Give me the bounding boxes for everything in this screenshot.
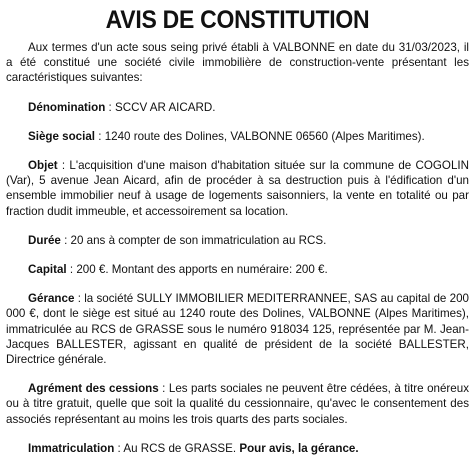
siege-label: Siège social (28, 129, 96, 143)
agrement-value: : Les parts sociales ne peuvent être cédées, à titre onéreux ou à titre gratuit, quelle que soit la qualité du cessionnaire, qu'avec le consentement des associés représentant au moins les trois quarts des parts sociales. (6, 382, 469, 426)
duree-value: : 20 ans à compter de son immatriculation au RCS. (60, 233, 327, 247)
immatriculation-value: : Au RCS de GRASSE. (114, 441, 240, 455)
immatriculation-label: Immatriculation (28, 441, 115, 455)
gerance-value: : la société SULLY IMMOBILIER MEDITERRANNEE, SAS au capital de 200 000 €, dont le siège est situé au 1240 route des Dolines, VALBONNE (Alpes Maritimes), immatriculée au RCS de GRASSE sous le numéro 918034 125, représentée par M. Jean-Jacques BALLESTER, agissant en qualité de président de la société BALLESTER, Directrice générale. (6, 292, 469, 367)
capital-value: : 200 €. Montant des apports en numéraire: 200 €. (66, 263, 328, 277)
objet-value: : L'acquisition d'une maison d'habitation située sur la commune de COGOLIN (Var), 5 avenue Jean Aicard, afin de procéder à sa destruction puis à l'édification d'un ensemble immobilier neuf à usage de logements saisonniers, la vente en totalité ou par fraction dudit immeuble, et accessoirement sa location. (6, 159, 469, 218)
denomination-label: Dénomination (28, 100, 106, 114)
siege-paragraph (6, 129, 469, 144)
objet-label: Objet (28, 159, 58, 173)
notice-title: AVIS DE CONSTITUTION (105, 6, 370, 34)
denomination-value: : SCCV AR AICARD. (105, 100, 216, 114)
agrement-label: Agrément des cessions (28, 382, 159, 396)
gerance-label: Gérance (28, 292, 75, 306)
gerance-paragraph (6, 291, 469, 367)
capital-label: Capital (28, 263, 67, 277)
siege-value: : 1240 route des Dolines, VALBONNE 06560 (Alpes Maritimes). (95, 129, 425, 143)
agrement-paragraph (6, 381, 469, 427)
closing-signature: Pour avis, la gérance. (239, 441, 359, 455)
objet-paragraph (6, 158, 469, 219)
capital-paragraph (6, 262, 469, 277)
immatriculation-paragraph (6, 441, 469, 456)
duree-paragraph (6, 233, 469, 248)
intro-paragraph: Aux termes d'un acte sous seing privé établi à VALBONNE en date du 31/03/2023, il a été constitué une société civile immobilière de construction-vente présentant les caractéristiques suivantes: (6, 41, 469, 85)
duree-label: Durée (28, 233, 61, 247)
denomination-paragraph (6, 100, 469, 115)
